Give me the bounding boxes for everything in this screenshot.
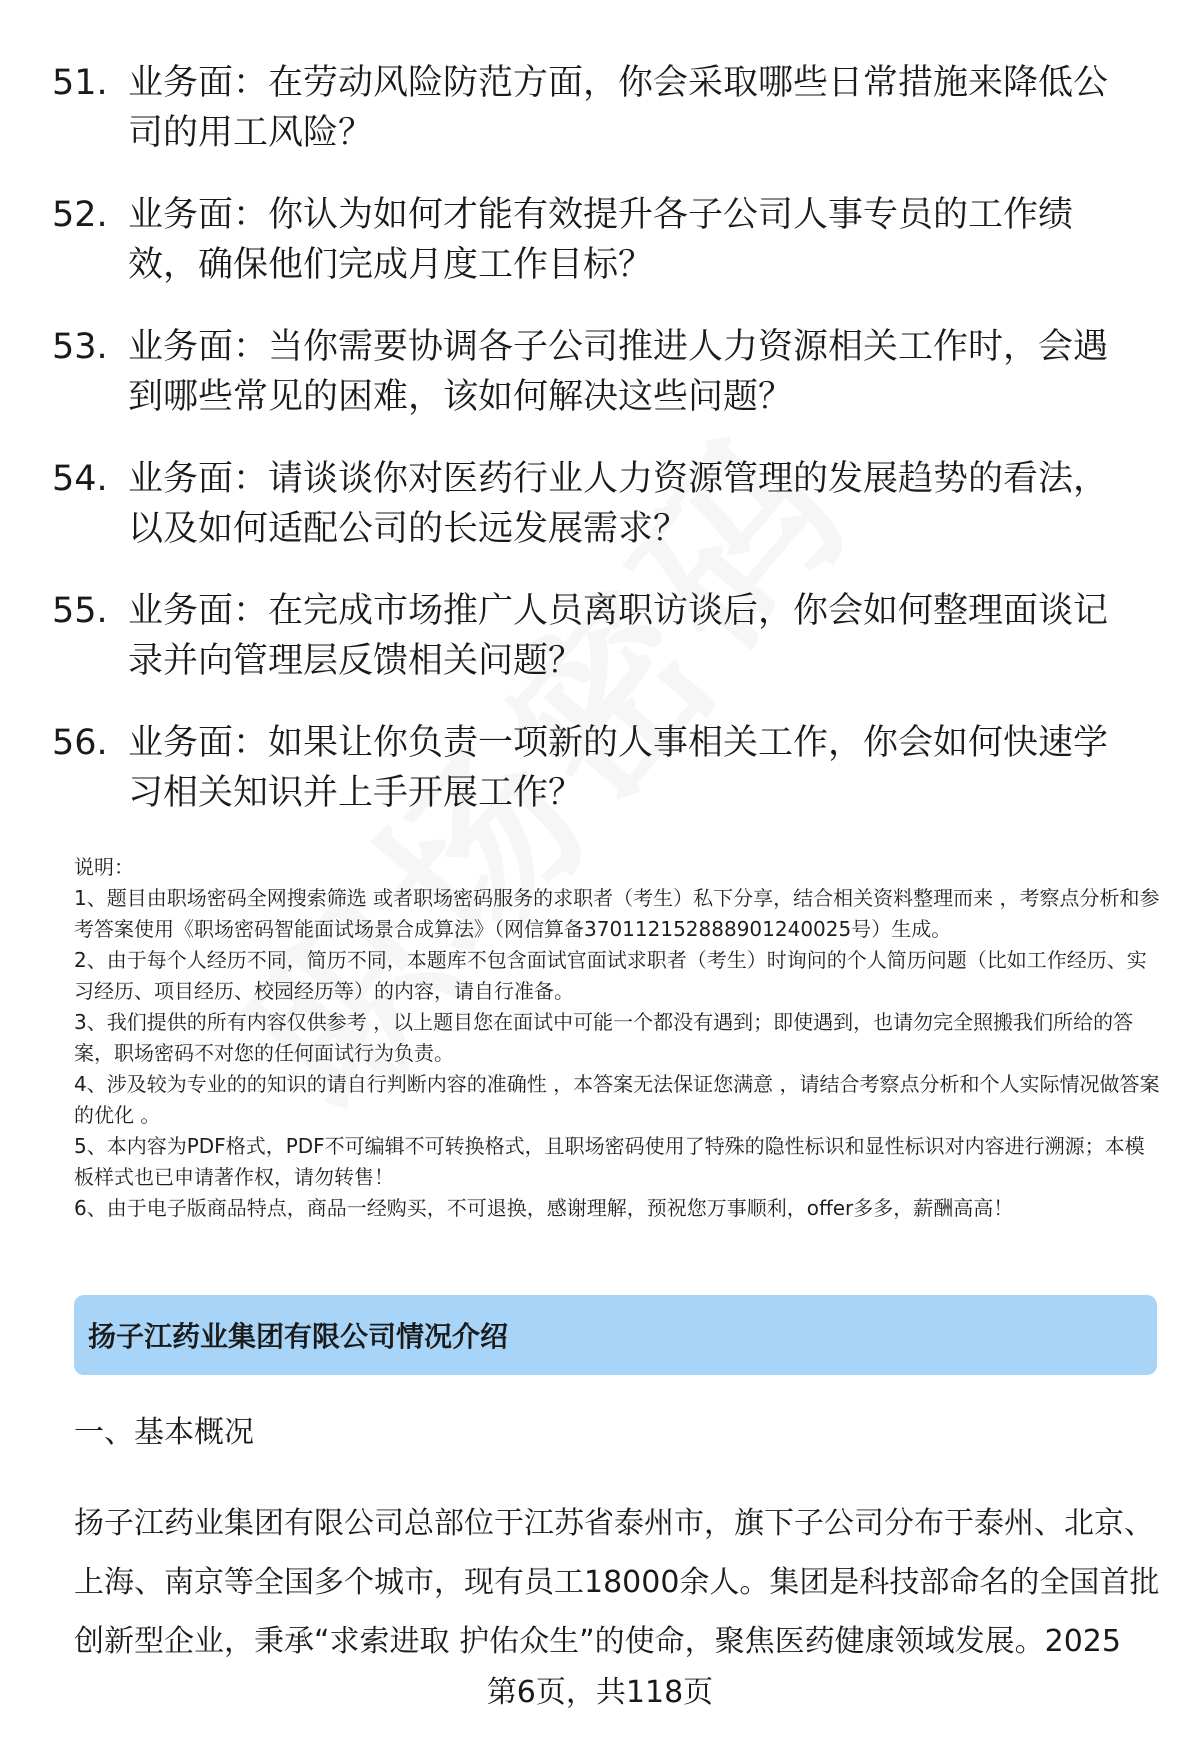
note-item: 5、本内容为PDF格式，PDF不可编辑不可转换格式，且职场密码使用了特殊的隐性标识和显性标识对内容进行溯源；本模板样式也已申请著作权，请勿转售！ xyxy=(74,1134,1145,1189)
question-text: 业务面：当你需要协调各子公司推进人力资源相关工作时，会遇到哪些常见的困难，该如何解决这些问题？ xyxy=(128,327,1109,417)
question-text: 业务面：在劳动风险防范方面，你会采取哪些日常措施来降低公司的用工风险？ xyxy=(128,63,1109,153)
notes-title: 说明： xyxy=(74,855,134,879)
question-text: 业务面：如果让你负责一项新的人事相关工作，你会如何快速学习相关知识并上手开展工作？ xyxy=(128,723,1109,813)
note-item: 3、我们提供的所有内容仅供参考 ，以上题目您在面试中可能一个都没有遇到；即使遇到，也请勿完全照搬我们所给的答案，职场密码不对您的任何面试行为负责。 xyxy=(74,1010,1134,1065)
note-item: 1、题目由职场密码全网搜索筛选 或者职场密码服务的求职者（考生）私下分享，结合相关资料整理而来 ，考察点分析和参考答案使用《职场密码智能面试场景合成算法》（网信算备370112152888901240025号）生成。 xyxy=(74,886,1160,941)
question-item xyxy=(52,190,1142,290)
intro-paragraph xyxy=(74,1494,1160,1671)
question-number: 52. xyxy=(52,195,108,235)
note-item: 4、涉及较为专业的的知识的请自行判断内容的准确性 ，本答案无法保证您满意 ，请结合考察点分析和个人实际情况做答案的优化 。 xyxy=(74,1072,1160,1127)
notes-section xyxy=(74,852,1164,1224)
intro-line: 创新型企业，秉承“求索进取 护佑众生”的使命，聚焦医药健康领域发展。2025 xyxy=(74,1624,1121,1659)
question-item xyxy=(52,58,1142,158)
question-text: 业务面：请谈谈你对医药行业人力资源管理的发展趋势的看法，以及如何适配公司的长远发展需求？ xyxy=(128,459,1109,549)
question-number: 54. xyxy=(52,459,108,499)
question-item xyxy=(52,322,1142,422)
company-title-banner: 扬子江药业集团有限公司情况介绍 xyxy=(74,1295,1157,1375)
question-number: 51. xyxy=(52,63,108,103)
page-footer: 第6页，共118页 xyxy=(486,1675,714,1710)
question-item xyxy=(52,454,1142,554)
question-text: 业务面：你认为如何才能有效提升各子公司人事专员的工作绩效，确保他们完成月度工作目标？ xyxy=(128,195,1074,285)
question-item xyxy=(52,718,1142,818)
question-number: 56. xyxy=(52,723,108,763)
question-number: 53. xyxy=(52,327,108,367)
question-item xyxy=(52,586,1142,686)
question-number: 55. xyxy=(52,591,108,631)
question-text: 业务面：在完成市场推广人员离职访谈后，你会如何整理面谈记录并向管理层反馈相关问题？ xyxy=(128,591,1109,681)
intro-line: 扬子江药业集团有限公司总部位于江苏省泰州市，旗下子公司分布于泰州、北京、 xyxy=(74,1506,1154,1541)
question-list xyxy=(52,58,1142,850)
intro-line: 上海、南京等全国多个城市，现有员工18000余人。集团是科技部命名的全国首批 xyxy=(74,1565,1160,1600)
section-heading: 一、基本概况 xyxy=(74,1415,254,1450)
note-item: 6、由于电子版商品特点，商品一经购买，不可退换，感谢理解，预祝您万事顺利，offer多多，薪酬高高！ xyxy=(74,1196,1014,1220)
note-item: 2、由于每个人经历不同，简历不同，本题库不包含面试官面试求职者（考生）时询问的个人简历问题（比如工作经历、实习经历、项目经历、校园经历等）的内容，请自行准备。 xyxy=(74,948,1147,1003)
